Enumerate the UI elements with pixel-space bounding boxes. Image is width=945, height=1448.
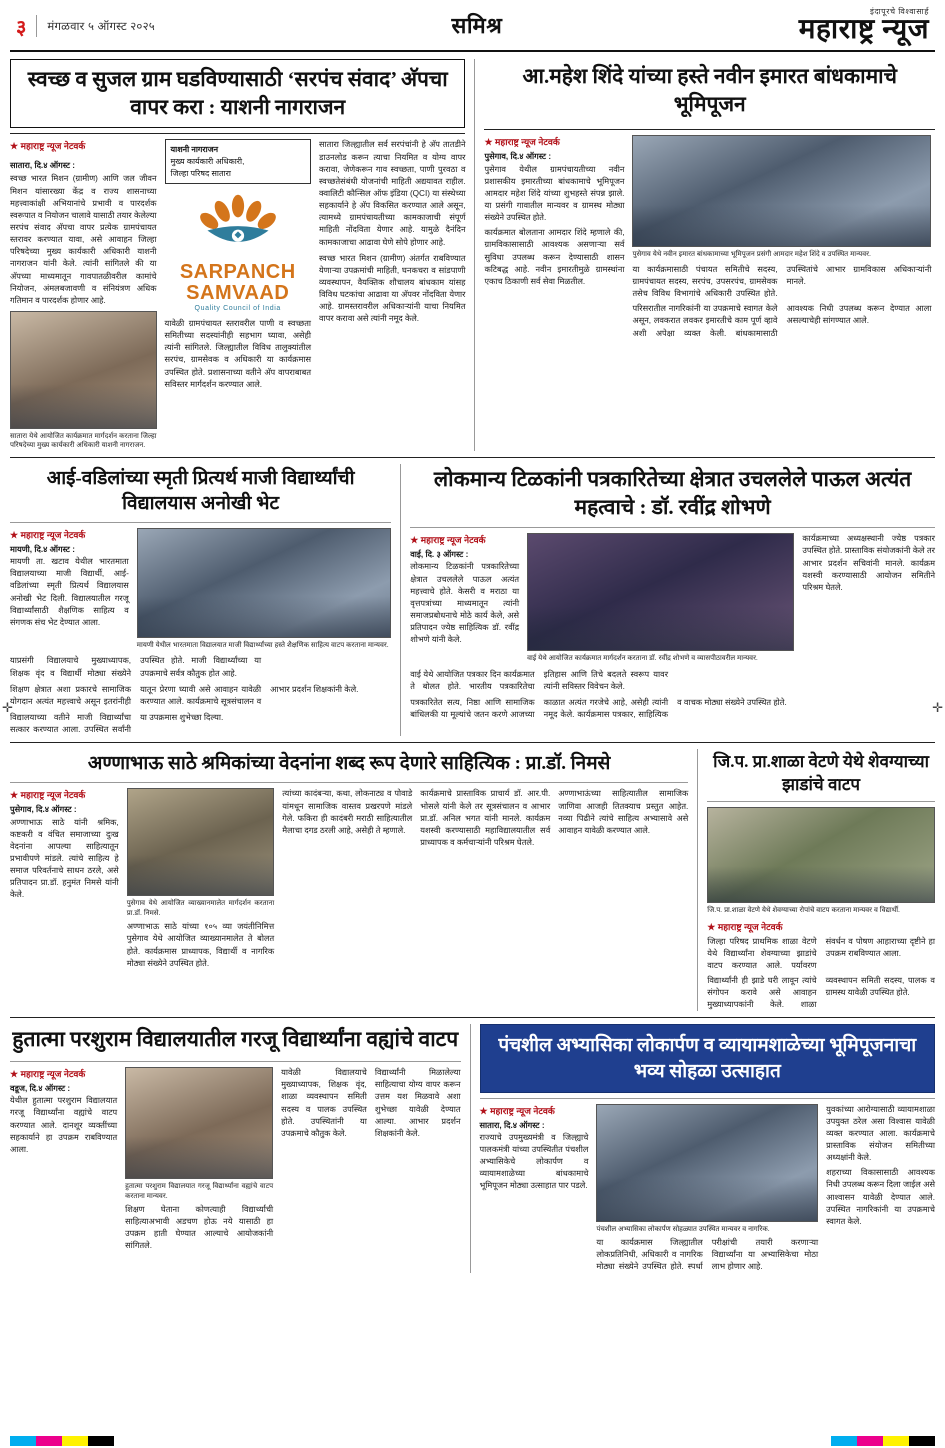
article-3-headline: आई-वडिलांच्या स्मृती प्रित्यर्थ माजी विद्यार्थ्यांची विद्यालयास अनोखी भेट (46, 467, 355, 514)
article-4-dateline: वाई, दि. ३ ऑगस्ट : (410, 550, 469, 560)
article-tilak-lecture (410, 464, 935, 736)
article-4-text-3: पत्रकारितेत सत्य, निष्ठा आणि सामाजिक बांधिलकी या मूल्यांचे जतन करणे आजच्या काळात अत्यंत गरजेचे आहे, असेही त्यांनी नमूद केले. कार्यक्रमास पत्रकार, साहित्यिक व वाचक मोठ्या संख्येने उपस्थित होते. (410, 698, 787, 720)
article-3-byline: ★ महाराष्ट्र न्यूज नेटवर्क (10, 530, 86, 541)
article-8-photo (596, 1104, 818, 1222)
article-3-photo (137, 528, 391, 638)
article-8-text-3: युवकांच्या आरोग्यासाठी व्यायामशाळा उपयुक्त ठरेल असा विश्वास यावेळी व्यक्त करण्यात आला. कार्यक्रमाचे प्रास्ताविक संयोजन समितीच्या अध्यक्षांनी केले. (826, 1104, 935, 1163)
article-2-text-2: कार्यक्रमात बोलताना आमदार शिंदे म्हणाले की, ग्रामविकासासाठी आवश्यक असणाऱ्या सर्व सुविधा उपलब्ध करून देण्यासाठी शासन कटिबद्ध आहे. नवीन इमारतीमुळे ग्रामस्थांना एकाच ठिकाणी सर्व सेवा मिळतील. (484, 228, 625, 286)
masthead-left (16, 13, 155, 40)
divider (10, 782, 688, 783)
article-5-col-5 (558, 788, 688, 969)
logo-subtitle: Quality Council of India (194, 305, 281, 312)
article-4-text-1: लोकमान्य टिळकांनी पत्रकारितेच्या क्षेत्रात उचललेले पाऊल अत्यंत महत्त्वाचे होते. केसरी व मराठा या वृत्तपत्रांच्या माध्यमातून त्यांनी समाजप्रबोधनाचे मोठे कार्य केले, असे प्रतिपादन ज्येष्ठ साहित्यिक डॉ. रवींद्र शोभणे यांनी केले. (410, 562, 520, 645)
article-3-col-1 (10, 528, 129, 650)
article-1-byline: ★ महाराष्ट्र न्यूज नेटवर्क (10, 141, 86, 152)
article-6-photo (707, 807, 935, 903)
speaker-role-line-1: मुख्य कार्यकारी अधिकारी, (170, 157, 245, 167)
article-2-text-3: या कार्यक्रमासाठी पंचायत समितीचे सदस्य, ग्रामपंचायत सदस्य, सरपंच, उपसरपंच, ग्रामसेवक तसेच विविध विभागांचे अधिकारी उपस्थित होते. उपस्थितांचे आभार ग्रामविकास अधिकाऱ्यांनी मानले. (632, 264, 932, 299)
article-5-col-4 (420, 788, 550, 969)
article-1-photo-caption: सातारा येथे आयोजित कार्यक्रमात मार्गदर्शन करताना जिल्हा परिषदेच्या मुख्य कार्यकारी अधिकारी याशनी नागराजन. (10, 432, 157, 450)
article-1-col-3 (319, 139, 466, 450)
article-3-text-3: शिक्षण क्षेत्रात अशा प्रकारचे सामाजिक योगदान अत्यंत महत्त्वाचे असून इतरांनीही यातून प्रेरणा घ्यावी असे आवाहन यावेळी करण्यात आले. कार्यक्रमाचे सूत्रसंचालन व आभार प्रदर्शन शिक्षकांनी केले. (10, 684, 359, 706)
article-7-photo-caption: हुतात्मा परशुराम विद्यालयात गरजू विद्यार्थ्यांना वह्यांचे वाटप करताना मान्यवर. (125, 1183, 274, 1200)
section-row-1 (10, 59, 935, 451)
article-3-top (10, 528, 391, 650)
article-4-col-2 (527, 533, 794, 663)
color-calibration-bar (10, 1436, 935, 1446)
article-7-body (10, 1067, 461, 1252)
column-divider (697, 749, 698, 1011)
article-4-text-2: वाई येथे आयोजित पत्रकार दिन कार्यक्रमात ते बोलत होते. भारतीय पत्रकारितेचा इतिहास आणि तिचे बदलते स्वरूप यावर त्यांनी सविस्तर विवेचन केले. (410, 669, 669, 691)
article-1-dateline: सातारा, दि.४ ऑगस्ट : (10, 161, 76, 171)
article-7-text-1: येथील हुतात्मा परशुराम विद्यालयात गरजू विद्यार्थ्यांना वह्यांचे वाटप करण्यात आले. दानशूर व्यक्तींच्या सहकार्याने हा उपक्रम राबविण्यात आला. (10, 1096, 118, 1154)
masthead-right (799, 8, 929, 44)
article-5-text-5: अण्णाभाऊंच्या साहित्यातील सामाजिक जाणिवा आजही तितक्याच प्रस्तुत आहेत. नव्या पिढीने त्यांचे साहित्य अभ्यासावे असे आवाहन यावेळी करण्यात आले. (558, 789, 689, 835)
article-1-photo (10, 311, 157, 429)
article-1-text-4: स्वच्छ भारत मिशन (ग्रामीण) अंतर्गत राबविण्यात येणाऱ्या उपक्रमांची माहिती, घनकचरा व सांडपाणी व्यवस्थापन, वैयक्तिक शौचालय बांधकाम यांसह विविध घटकांचा आढावा या अ‍ॅपवर नोंदविता येणार आहे. ग्रामस्तरावरील अधिकाऱ्यांनी याचा नियमित वापर करावा असे त्यांनी नमूद केले. (319, 253, 466, 324)
article-1-col-2 (165, 139, 312, 450)
article-8-body (480, 1104, 935, 1274)
article-7-col-1 (10, 1067, 117, 1252)
article-7-text-3: यावेळी विद्यालयाचे मुख्याध्यापक, शिक्षक वृंद, शाळा व्यवस्थापन समिती सदस्य व पालक उपस्थित होते. उपस्थितांनी या उपक्रमाचे कौतुक केले. (281, 1068, 367, 1138)
logo-title-line-2: SAMVAAD (186, 281, 290, 304)
article-2-col-1 (484, 135, 624, 339)
article-2-text-1: पुसेगाव येथील ग्रामपंचायतीच्या नवीन प्रशासकीय इमारतीच्या बांधकामाचे भूमिपूजन आमदार महेश शिंदे यांच्या शुभहस्ते संपन्न झाले. या प्रसंगी गावातील मान्यवर व ग्रामस्थ मोठ्या संख्येने उपस्थित होते. (484, 164, 625, 223)
article-3-text-4: विद्यालयाच्या वतीने माजी विद्यार्थ्यांचा सत्कार करण्यात आला. उपस्थित सर्वांनी या उपक्रमास शुभेच्छा दिल्या. (10, 713, 224, 735)
article-7-col-3 (281, 1067, 367, 1252)
article-8-text-4: शहराच्या विकासासाठी आवश्यक निधी उपलब्ध करून दिला जाईल असे आश्वासन यावेळी देण्यात आले. उपस्थित नागरिकांनी या उपक्रमाचे स्वागत केले. (826, 1168, 935, 1226)
masthead (10, 6, 935, 52)
article-1-text-2: सातारा जिल्ह्यातील सर्व सरपंचांनी हे अ‍ॅप तातडीने डाउनलोड करून त्याचा नियमित व योग्य वापर करावा, जेणेकरून गाव स्वच्छता, पाणी पुरवठा व स्वच्छतेसंबंधी योजनांची माहिती अद्ययावत राहील. क्वालिटी कौन्सिल ऑफ इंडिया (QCI) या संस्थेच्या सहकार्याने हे अ‍ॅप विकसित करण्यात आले असून, त्यामध्ये ग्रामपंचायतीच्या कामकाजाची संपूर्ण माहिती नोंदविता येणार आहे. यामुळे दैनंदिन कामकाजाचा आढावा घेणे सोपे होणार आहे. (319, 140, 466, 247)
article-shevga-saplings (707, 749, 935, 1011)
article-4-photo-caption: वाई येथे आयोजित कार्यक्रमात मार्गदर्शन करताना डॉ. रवींद्र शोभणे व व्यासपीठावरील मान्यवर. (527, 655, 758, 663)
article-6-photo-caption: जि.प. प्रा.शाळा वेटणे येथे शेवग्याच्या रोपांचे वाटप करताना मान्यवर व विद्यार्थी. (707, 907, 900, 915)
article-2-byline: ★ महाराष्ट्र न्यूज नेटवर्क (484, 137, 560, 148)
article-3-text-2: याप्रसंगी विद्यालयाचे मुख्याध्यापक, शिक्षक वृंद व विद्यार्थी मोठ्या संख्येने उपस्थित होते. माजी विद्यार्थ्यांच्या या उपक्रमाचे सर्वत्र कौतुक होत आहे. (10, 656, 262, 678)
article-4-top (410, 533, 935, 663)
article-8-headline: पंचशील अभ्यासिका लोकार्पण व व्यायामशाळेच्या भूमिपूजनाचा भव्य सोहळा उत्साहात (498, 1035, 917, 1082)
article-panchsheel-abhyasika (480, 1024, 935, 1273)
article-8-dateline: सातारा, दि.४ ऑगस्ट : (479, 1120, 545, 1130)
article-2-text-4: परिसरातील नागरिकांनी या उपक्रमाचे स्वागत केले असून, लवकरात लवकर इमारतीचे काम पूर्ण व्हावे अशी अपेक्षा व्यक्त केली. बांधकामासाठी आवश्यक निधी उपलब्ध करून देण्यात आला असल्याचेही सांगण्यात आले. (632, 304, 932, 338)
article-8-text-2: या कार्यक्रमास जिल्ह्यातील लोकप्रतिनिधी, अधिकारी व नागरिक मोठ्या संख्येने उपस्थित होते. स्पर्धा परीक्षांची तयारी करणाऱ्या विद्यार्थ्यांना या अभ्यासिकेचा मोठा लाभ होणार आहे. (596, 1238, 819, 1272)
article-3-col-2 (137, 528, 391, 650)
article-2-body (484, 135, 935, 339)
article-3-photo-caption: मायणी येथील भारतमाता विद्यालयात माजी विद्यार्थ्यांच्या हस्ते शैक्षणिक साहित्य वाटप करताना मान्यवर. (136, 642, 389, 650)
article-2-photo (632, 135, 931, 247)
column-divider (474, 59, 475, 451)
brand-name: महाराष्ट्र न्यूज (798, 14, 929, 45)
article-notebook-distribution (10, 1024, 461, 1273)
article-sarpanch-samvaad (10, 59, 465, 451)
sarpanch-samvaad-logo (165, 188, 312, 314)
article-5-headline: अण्णाभाऊ साठे श्रमिकांच्या वेदनांना शब्द रूप देणारे साहित्यिक : प्रा.डॉ. निमसे (87, 753, 611, 775)
article-1-text-3: यावेळी ग्रामपंचायत स्तरावरील पाणी व स्वच्छता समितीच्या सदस्यांनीही सहभाग घ्यावा, असेही त्यांनी सांगितले. जिल्ह्यातील विविध तालुक्यांतील सरपंच, ग्रामसेवक व अधिकारी या कार्यक्रमास उपस्थित होते. प्रशासनाच्या वतीने अ‍ॅप वापराबाबत सविस्तर मार्गदर्शन करण्यात आले. (164, 319, 311, 389)
article-4-byline: ★ महाराष्ट्र न्यूज नेटवर्क (410, 535, 486, 546)
article-7-col-4 (375, 1067, 461, 1252)
article-8-col-1 (480, 1104, 589, 1274)
article-2-dateline: पुसेगाव, दि.४ ऑगस्ट : (484, 152, 552, 162)
divider (10, 133, 465, 134)
article-1-headline-box (10, 59, 465, 128)
article-bhumipujan (484, 59, 935, 451)
article-7-col-2 (125, 1067, 273, 1252)
article-8-byline: ★ महाराष्ट्र न्यूज नेटवर्क (479, 1105, 555, 1116)
article-6-text-1: जिल्हा परिषद प्राथमिक शाळा वेटणे येथे विद्यार्थ्यांना शेवग्याच्या झाडांचे वाटप करण्यात आले. पर्यावरण संवर्धन व पोषण आहाराच्या दृष्टीने हा उपक्रम राबविण्यात आला. (707, 936, 935, 970)
column-divider (400, 464, 401, 736)
article-8-col-2 (596, 1104, 818, 1274)
article-7-dateline: वडूज, दि.४ ऑगस्ट : (10, 1084, 71, 1094)
article-7-text-4: विद्यार्थ्यांनी मिळालेल्या साहित्याचा योग्य वापर करून उत्तम यश मिळवावे अशा शुभेच्छा यावेळी देण्यात आल्या. आभार प्रदर्शन शिक्षकांनी केले. (374, 1068, 461, 1138)
logo-title-line-1: SARPANCH (179, 261, 296, 284)
speaker-name: याशनी नागराजन (170, 145, 219, 155)
column-divider (470, 1024, 471, 1273)
article-2-headline: आ.महेश शिंदे यांच्या हस्ते नवीन इमारत बांधकामाचे भूमिपूजन (522, 64, 897, 116)
article-5-body (10, 788, 688, 969)
article-5-col-2 (127, 788, 275, 969)
section-row-3 (10, 749, 935, 1011)
divider (707, 801, 935, 802)
article-5-text-1: अण्णाभाऊ साठे यांनी श्रमिक, कष्टकरी व वंचित समाजाच्या दुःख वेदनांना आपल्या साहित्यातून प्रभावीपणे मांडले. त्यांचे साहित्य हे समाज परिवर्तनाचे साधन ठरले, असे प्रतिपादन प्रा.डॉ. हनुमंत निमसे यांनी केले. (10, 817, 119, 900)
section-row-2 (10, 464, 935, 736)
article-3-dateline: मायणी, दि.४ ऑगस्ट : (10, 545, 75, 555)
article-5-text-4: कार्यक्रमाचे प्रास्ताविक प्राचार्य डॉ. आर.पी. भोसले यांनी केले तर सूत्रसंचालन व आभार प्रा.डॉ. अनिल भगत यांनी मानले. कार्यक्रम यशस्वी करण्यासाठी महाविद्यालयातील सर्व प्राध्यापक व कर्मचाऱ्यांनी परिश्रम घेतले. (420, 789, 551, 847)
article-6-text-2: विद्यार्थ्यांनी ही झाडे घरी लावून त्यांचे संगोपन करावे असे आवाहन मुख्याध्यापकांनी केले. शाळा व्यवस्थापन समिती सदस्य, पालक व ग्रामस्थ यावेळी उपस्थित होते. (707, 976, 935, 1010)
article-5-col-3 (282, 788, 412, 969)
article-1-col-1 (10, 139, 157, 450)
divider (10, 1061, 461, 1062)
article-5-photo-caption: पुसेगाव येथे आयोजित व्याख्यानमालेत मार्गदर्शन करताना प्रा.डॉ. निमसे. (126, 900, 275, 917)
article-8-headline-band (480, 1024, 935, 1092)
article-5-byline: ★ महाराष्ट्र न्यूज नेटवर्क (10, 790, 86, 801)
section-divider-1 (10, 457, 935, 458)
article-7-text-2: शिक्षण घेताना कोणत्याही विद्यार्थ्याची साहित्याअभावी अडचण होऊ नये यासाठी हा उपक्रम हाती घेण्यात आल्याचे आयोजकांनी सांगितले. (125, 1205, 274, 1251)
article-5-col-1 (10, 788, 119, 969)
registration-mark-left: ✛ (2, 700, 13, 715)
article-1-text-1: स्वच्छ भारत मिशन (ग्रामीण) आणि जल जीवन मिशन यांसारख्या केंद्र व राज्य शासनाच्या महत्त्वाकांक्षी अभियानांचे प्रभावी व पारदर्शक स्वरूपात व नियोजन चालावे यासाठी तयार केलेल्या सरपंच संवाद अ‍ॅपचा वापर प्रत्येक ग्रामपंचायत स्तरावर करण्यात यावा, असे आवाहन जिल्हा परिषदेच्या मुख्य कार्यकारी अधिकारी याशनी नागराजन यांनी केले. त्यांनी सांगितले की या अ‍ॅपच्या माध्यमातून गावपातळीवरील कामांचे नियोजन, अंमलबजावणी व संनियंत्रण अधिक गतिमान व पारदर्शक होणार आहे. (10, 174, 157, 305)
article-alumni-visit (10, 464, 391, 736)
article-8-col-3 (826, 1104, 935, 1274)
page-number: ३ (16, 16, 27, 39)
divider (484, 129, 935, 130)
article-1-body (10, 139, 465, 450)
article-5-photo (127, 788, 275, 896)
article-2-photo-caption: पुसेगाव येथे नवीन इमारत बांधकामाच्या भूमिपूजन प्रसंगी आमदार महेश शिंदे व उपस्थित मान्यवर. (632, 251, 871, 259)
article-4-col-3 (802, 533, 935, 663)
section-divider-2 (10, 742, 935, 743)
article-3-text-1: मायणी ता. खटाव येथील भारतमाता विद्यालयाच्या माजी विद्यार्थी, आई-वडिलांच्या स्मृती प्रित्यर्थ विद्यालयास अनोखी भेट दिली. विद्यालयातील गरजू विद्यार्थ्यांसाठी शैक्षणिक साहित्य व संगणक संच भेट देण्यात आला. (10, 557, 129, 627)
divider (410, 527, 935, 528)
article-6-byline: ★ महाराष्ट्र न्यूज नेटवर्क (707, 921, 783, 932)
article-7-headline: हुतात्मा परशुराम विद्यालयातील गरजू विद्यार्थ्यांना वह्यांचे वाटप (12, 1027, 459, 1052)
divider (10, 522, 391, 523)
article-7-photo (125, 1067, 273, 1179)
section-divider-3 (10, 1017, 935, 1018)
article-6-headline: जि.प. प्रा.शाळा वेटणे येथे शेवग्याच्या झाडांचे वाटप (713, 752, 930, 794)
article-1-headline: स्वच्छ व सुजल ग्राम घडविण्यासाठी ‘सरपंच संवाद’ अ‍ॅपचा वापर करा : याशनी नागराजन (27, 67, 448, 119)
brand-kicker: इंदापूरचे विश्वासार्ह (869, 7, 929, 16)
article-4-photo (527, 533, 794, 651)
article-4-col-1 (410, 533, 519, 663)
article-5-dateline: पुसेगाव, दि.४ ऑगस्ट : (10, 805, 77, 815)
registration-mark-right: ✛ (932, 700, 943, 715)
article-2-col-2 (632, 135, 931, 339)
publication-date: मंगळवार ५ ऑगस्ट २०२५ (47, 20, 155, 33)
speaker-role-line-2: जिल्हा परिषद सातारा (170, 168, 231, 178)
article-7-byline: ★ महाराष्ट्र न्यूज नेटवर्क (10, 1069, 86, 1080)
masthead-divider (36, 15, 37, 37)
article-5-text-2: अण्णाभाऊ साठे यांच्या १०५ व्या जयंतीनिमित्त पुसेगाव येथे आयोजित व्याख्यानमालेत ते बोलत होते. कार्यक्रमास प्राध्यापक, विद्यार्थी व नागरिक मोठ्या संख्येने उपस्थित होते. (126, 922, 275, 968)
article-4-headline: लोकमान्य टिळकांनी पत्रकारितेच्या क्षेत्रात उचललेले पाऊल अत्यंत महत्वाचे : डॉ. रवींद्र शोभणे (433, 466, 912, 519)
section-row-4 (10, 1024, 935, 1273)
article-8-photo-caption: पंचशील अभ्यासिका लोकार्पण सोहळ्यात उपस्थित मान्यवर व नागरिक. (596, 1225, 770, 1233)
article-4-text-4: कार्यक्रमाच्या अध्यक्षस्थानी ज्येष्ठ पत्रकार उपस्थित होते. प्रास्ताविक संयोजकांनी केले तर आभार प्रदर्शन सचिवांनी मानले. कार्यक्रम यशस्वी करण्यासाठी आयोजन समितीने परिश्रम घेतले. (802, 534, 935, 592)
article-5-text-3: त्यांच्या कादंबऱ्या, कथा, लोकनाट्य व पोवाडे यांमधून सामाजिक वास्तव प्रखरपणे मांडले गेले. फकिरा ही कादंबरी मराठी साहित्यातील मैलाचा दगड ठरली आहे, असेही ते म्हणाले. (282, 789, 413, 835)
section-title: समिश्र (451, 13, 503, 39)
article-annabhau-sathe (10, 749, 688, 1011)
lotus-icon (190, 192, 286, 262)
speaker-info-box (165, 139, 312, 184)
divider (480, 1098, 935, 1099)
article-8-text-1: राज्याचे उपमुख्यमंत्री व जिल्ह्याचे पालकमंत्री यांच्या उपस्थितीत पंचशील अभ्यासिकेचे लोकार्पण व व्यायामशाळेच्या बांधकामाचे भूमिपूजन मोठ्या उत्साहात पार पडले. (479, 1132, 589, 1191)
